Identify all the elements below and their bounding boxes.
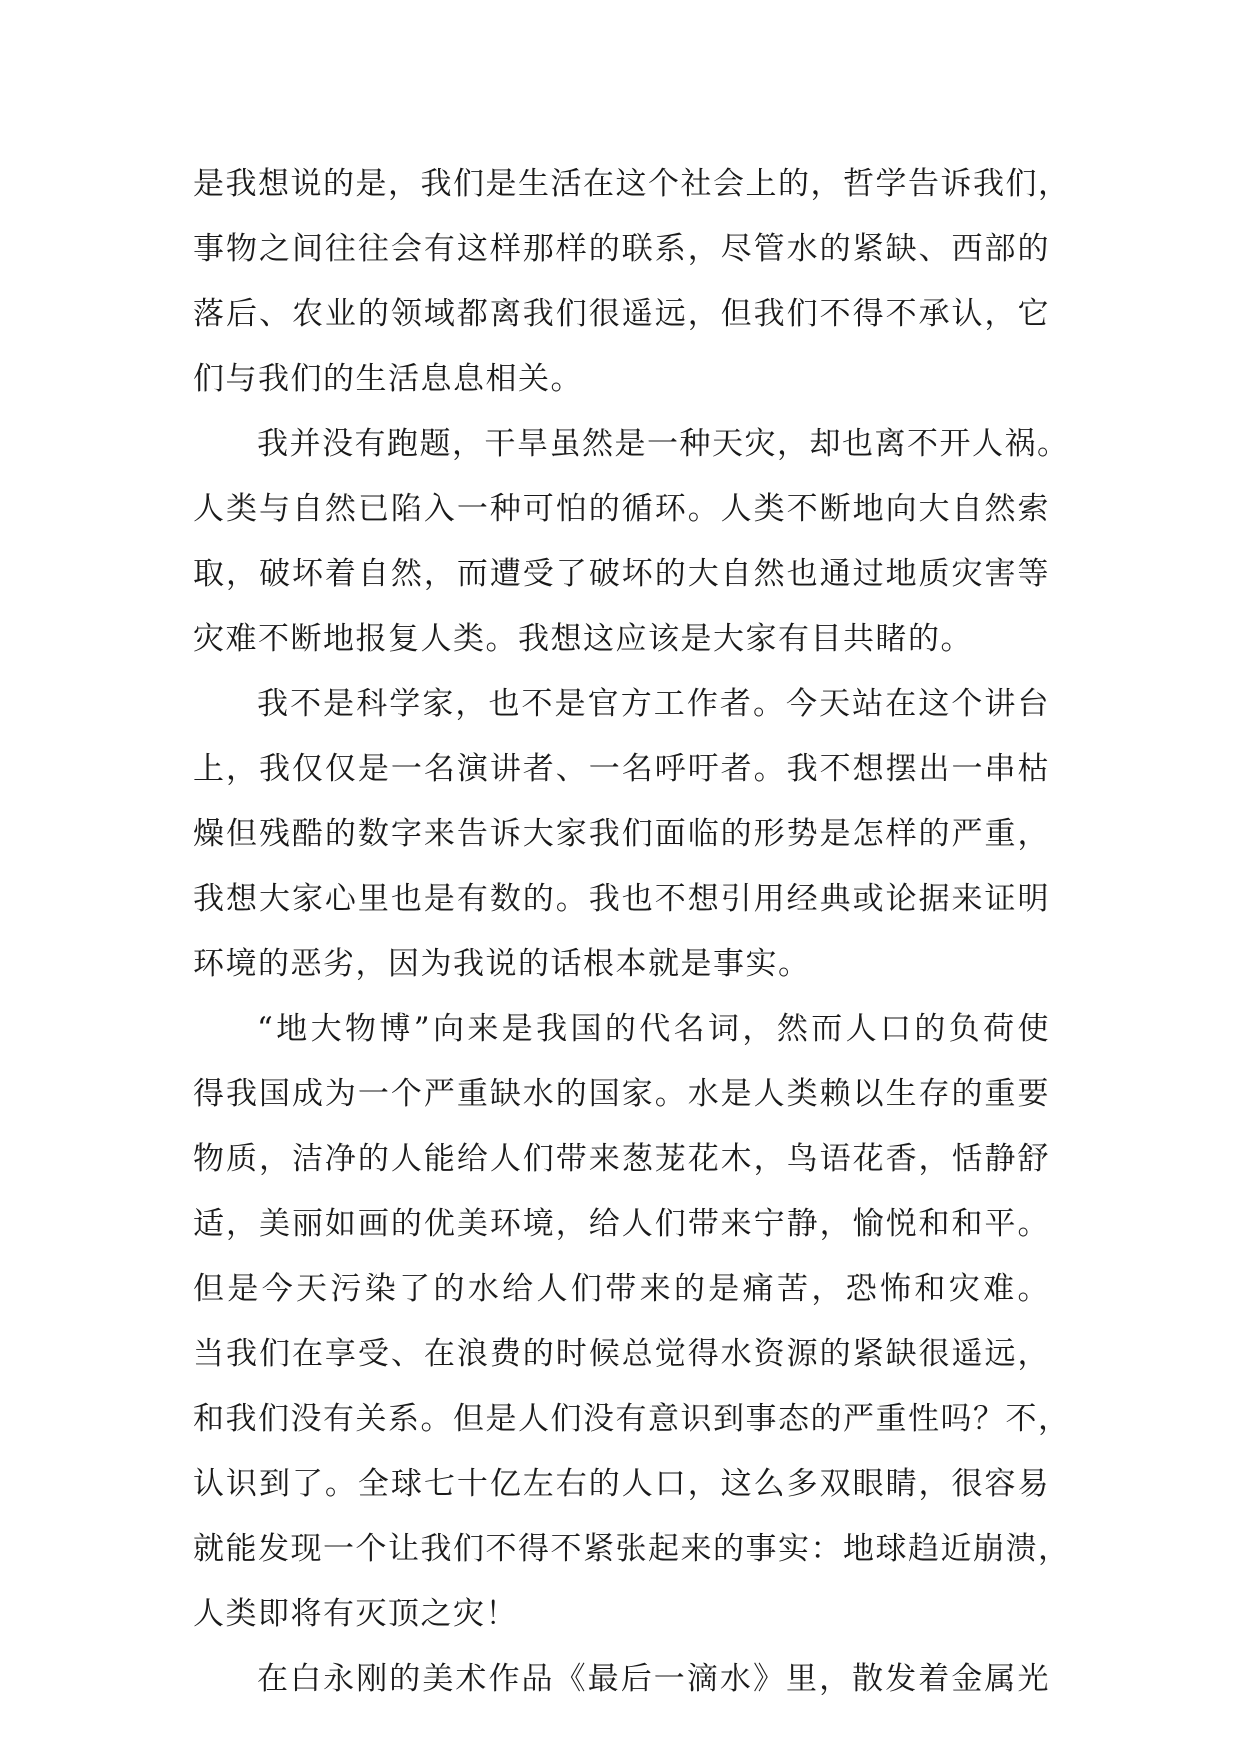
text-line: 事物之间往往会有这样那样的联系，尽管水的紧缺、西部的 [193,231,1050,267]
document-page [193,152,1071,1712]
text-line: 落后、农业的领域都离我们很遥远，但我们不得不承认，它 [193,296,1050,332]
text-line: 灾难不断地报复人类。我想这应该是大家有目共睹的。 [193,621,973,657]
text-line: 物质，洁净的人能给人们带来葱茏花木，鸟语花香，恬静舒 [193,1141,1050,1177]
text-line: 人类与自然已陷入一种可怕的循环。人类不断地向大自然索 [193,491,1050,527]
text-line: 我并没有跑题，干旱虽然是一种天灾，却也离不开人祸。 [257,426,1070,462]
text-line: 们与我们的生活息息相关。 [193,361,583,397]
text-line: 人类即将有灭顶之灾！ [193,1596,518,1632]
text-line: 我不是科学家，也不是官方工作者。今天站在这个讲台 [257,686,1050,722]
text-line: 环境的恶劣，因为我说的话根本就是事实。 [193,946,811,982]
text-line: 燥但残酷的数字来告诉大家我们面临的形势是怎样的严重， [193,816,1050,852]
text-line: 取，破坏着自然，而遭受了破坏的大自然也通过地质灾害等 [193,556,1050,592]
text-line: 当我们在享受、在浪费的时候总觉得水资源的紧缺很遥远， [193,1336,1050,1372]
text-line: 得我国成为一个严重缺水的国家。水是人类赖以生存的重要 [193,1076,1050,1112]
text-line: 但是今天污染了的水给人们带来的是痛苦，恐怖和灾难。 [193,1271,1050,1307]
text-line: “地大物博”向来是我国的代名词，然而人口的负荷使 [257,1011,1050,1047]
text-line: 就能发现一个让我们不得不紧张起来的事实：地球趋近崩溃， [193,1531,1071,1567]
text-line: 上，我仅仅是一名演讲者、一名呼吁者。我不想摆出一串枯 [193,751,1050,787]
text-line: 适，美丽如画的优美环境，给人们带来宁静，愉悦和和平。 [193,1206,1050,1242]
text-line: 在白永刚的美术作品《最后一滴水》里，散发着金属光 [257,1661,1050,1697]
text-line: 我想大家心里也是有数的。我也不想引用经典或论据来证明 [193,881,1050,917]
text-line: 和我们没有关系。但是人们没有意识到事态的严重性吗？不， [193,1401,1071,1437]
text-line: 认识到了。全球七十亿左右的人口，这么多双眼睛，很容易 [193,1466,1050,1502]
text-line: 是我想说的是，我们是生活在这个社会上的，哲学告诉我们， [193,166,1071,202]
